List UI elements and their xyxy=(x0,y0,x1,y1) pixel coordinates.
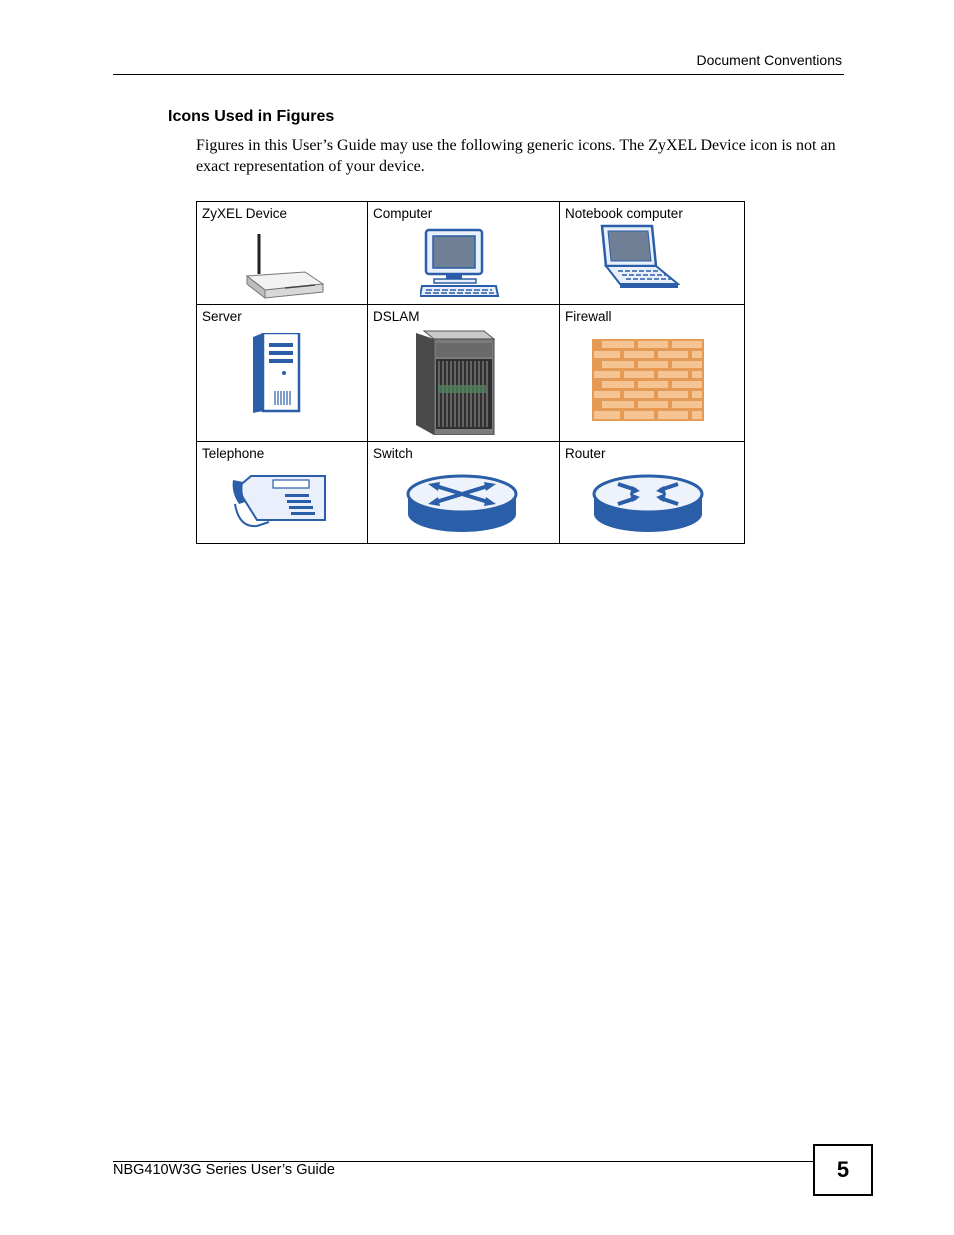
icon-cell xyxy=(197,442,368,544)
icons-table xyxy=(196,201,745,544)
icon-cell xyxy=(368,202,560,305)
firewall-icon xyxy=(592,339,704,421)
footer-guide-title: NBG410W3G Series User’s Guide xyxy=(113,1162,335,1178)
cell-label: Computer xyxy=(373,206,433,221)
icon-cell xyxy=(368,442,560,544)
icon-cell xyxy=(197,202,368,305)
cell-label: Notebook computer xyxy=(565,206,683,221)
cell-label: Router xyxy=(565,446,606,461)
computer-icon xyxy=(420,228,500,298)
icon-cell xyxy=(560,305,745,442)
section-heading: Icons Used in Figures xyxy=(168,108,335,125)
server-icon xyxy=(251,333,301,415)
dslam-icon xyxy=(414,329,496,435)
icon-cell xyxy=(560,202,745,305)
icon-cell xyxy=(368,305,560,442)
header-divider xyxy=(113,74,844,75)
cell-label: Firewall xyxy=(565,309,612,324)
intro-paragraph: Figures in this User’s Guide may use the following generic icons. The ZyXEL Device icon is not an exact representation of your device. xyxy=(196,137,836,175)
router-device-icon xyxy=(245,230,325,300)
cell-label: DSLAM xyxy=(373,309,420,324)
switch-icon xyxy=(406,474,518,536)
cell-label: Telephone xyxy=(202,446,265,461)
notebook-icon xyxy=(596,224,680,292)
page-number: 5 xyxy=(813,1144,873,1196)
cell-label: Server xyxy=(202,309,242,324)
router-icon xyxy=(592,474,704,536)
telephone-icon xyxy=(229,474,327,528)
running-header: Document Conventions xyxy=(696,52,842,68)
icon-cell xyxy=(560,442,745,544)
cell-label: ZyXEL Device xyxy=(202,206,288,221)
cell-label: Switch xyxy=(373,446,413,461)
icon-cell xyxy=(197,305,368,442)
